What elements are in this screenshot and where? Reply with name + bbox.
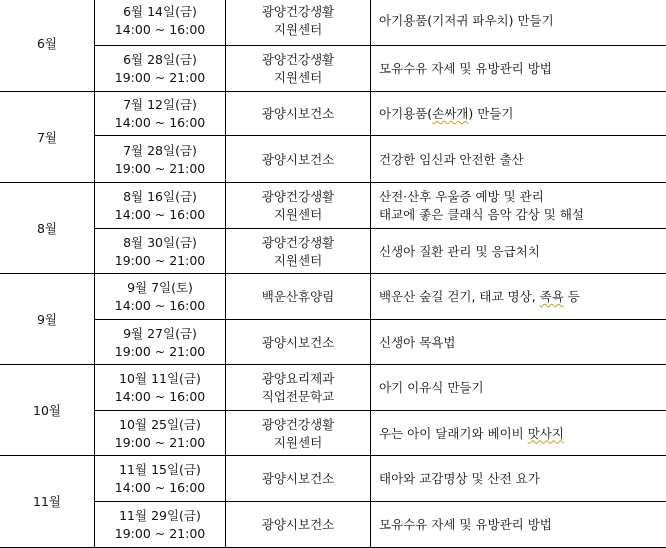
program-cell xyxy=(371,46,666,92)
program-line: 건강한 임신과 안전한 출산 xyxy=(379,151,666,168)
session-date: 9월 7일(토) xyxy=(95,279,225,296)
date-time-cell xyxy=(95,411,226,456)
table-row xyxy=(0,502,666,548)
date-time-cell xyxy=(95,365,226,411)
program-cell xyxy=(371,274,666,320)
date-time-cell xyxy=(95,229,226,274)
place-cell xyxy=(226,411,371,456)
place-line: 광양시보건소 xyxy=(226,105,370,122)
program-line: 우는 아이 달래기와 베이비 맛사지 xyxy=(379,425,666,442)
table-row xyxy=(0,365,666,411)
program-line: 태아와 교감명상 및 산전 요가 xyxy=(379,470,666,487)
program-line: 아기용품(기저귀 파우치) 만들기 xyxy=(379,12,666,29)
place-cell xyxy=(226,92,371,136)
month-cell: 8월 xyxy=(0,183,95,274)
session-time: 19:00 ~ 21:00 xyxy=(95,434,225,451)
place-cell xyxy=(226,46,371,92)
place-line: 광양요리제과 xyxy=(226,370,370,387)
session-time: 19:00 ~ 21:00 xyxy=(95,252,225,269)
session-time: 19:00 ~ 21:00 xyxy=(95,343,225,360)
program-cell xyxy=(371,320,666,365)
date-time-cell xyxy=(95,136,226,183)
program-line: 신생아 질환 관리 및 응급처치 xyxy=(379,243,666,260)
date-time-cell xyxy=(95,502,226,548)
program-cell xyxy=(371,183,666,229)
program-line: 모유수유 자세 및 유방관리 방법 xyxy=(379,516,666,533)
place-line: 광양시보건소 xyxy=(226,470,370,487)
place-line: 광양시보건소 xyxy=(226,516,370,533)
session-date: 8월 30일(금) xyxy=(95,234,225,251)
session-date: 11월 15일(금) xyxy=(95,461,225,478)
date-time-cell xyxy=(95,456,226,502)
place-cell xyxy=(226,365,371,411)
session-time: 14:00 ~ 16:00 xyxy=(95,206,225,223)
place-cell xyxy=(226,0,371,46)
session-time: 14:00 ~ 16:00 xyxy=(95,297,225,314)
table-row xyxy=(0,411,666,456)
place-cell xyxy=(226,136,371,183)
place-line: 광양건강생활 xyxy=(226,416,370,433)
place-line: 지원센터 xyxy=(226,21,370,38)
program-cell xyxy=(371,92,666,136)
program-cell xyxy=(371,411,666,456)
program-cell xyxy=(371,456,666,502)
month-cell: 7월 xyxy=(0,92,95,183)
session-date: 9월 27일(금) xyxy=(95,325,225,342)
session-time: 14:00 ~ 16:00 xyxy=(95,479,225,496)
place-cell xyxy=(226,229,371,274)
place-line: 지원센터 xyxy=(226,434,370,451)
date-time-cell xyxy=(95,183,226,229)
date-time-cell xyxy=(95,46,226,92)
place-line: 직업전문학교 xyxy=(226,388,370,405)
place-cell xyxy=(226,502,371,548)
session-date: 11월 29일(금) xyxy=(95,507,225,524)
session-date: 8월 16일(금) xyxy=(95,188,225,205)
date-time-cell xyxy=(95,0,226,46)
place-line: 광양건강생활 xyxy=(226,188,370,205)
month-cell: 10월 xyxy=(0,365,95,456)
place-line: 지원센터 xyxy=(226,206,370,223)
program-cell xyxy=(371,502,666,548)
table-row xyxy=(0,0,666,46)
program-line: 아기 이유식 만들기 xyxy=(379,379,666,396)
program-line: 아기용품(손싸개) 만들기 xyxy=(379,105,666,122)
table-row xyxy=(0,46,666,92)
session-date: 7월 28일(금) xyxy=(95,142,225,159)
program-cell xyxy=(371,365,666,411)
table-row xyxy=(0,136,666,183)
month-cell: 11월 xyxy=(0,456,95,548)
program-cell xyxy=(371,0,666,46)
table-row xyxy=(0,320,666,365)
session-date: 10월 25일(금) xyxy=(95,416,225,433)
date-time-cell xyxy=(95,92,226,136)
place-cell xyxy=(226,274,371,320)
program-line: 백운산 숲길 걷기, 태교 명상, 족욕 등 xyxy=(379,288,666,305)
place-line: 광양건강생활 xyxy=(226,51,370,68)
table-row xyxy=(0,229,666,274)
session-date: 6월 14일(금) xyxy=(95,3,225,20)
table-row xyxy=(0,274,666,320)
program-line: 모유수유 자세 및 유방관리 방법 xyxy=(379,60,666,77)
place-line: 광양시보건소 xyxy=(226,334,370,351)
program-cell xyxy=(371,136,666,183)
place-line: 백운산휴양림 xyxy=(226,288,370,305)
place-cell xyxy=(226,320,371,365)
place-line: 지원센터 xyxy=(226,69,370,86)
program-line: 산전·산후 우울증 예방 및 관리 xyxy=(379,188,666,205)
session-time: 14:00 ~ 16:00 xyxy=(95,114,225,131)
month-cell: 9월 xyxy=(0,274,95,365)
session-date: 6월 28일(금) xyxy=(95,51,225,68)
session-time: 14:00 ~ 16:00 xyxy=(95,21,225,38)
session-time: 19:00 ~ 21:00 xyxy=(95,160,225,177)
session-date: 10월 11일(금) xyxy=(95,370,225,387)
program-line: 신생아 목욕법 xyxy=(379,334,666,351)
place-line: 광양시보건소 xyxy=(226,151,370,168)
place-cell xyxy=(226,456,371,502)
place-line: 광양건강생활 xyxy=(226,234,370,251)
program-cell xyxy=(371,229,666,274)
session-time: 14:00 ~ 16:00 xyxy=(95,388,225,405)
session-date: 7월 12일(금) xyxy=(95,96,225,113)
date-time-cell xyxy=(95,274,226,320)
session-time: 19:00 ~ 21:00 xyxy=(95,69,225,86)
program-line: 태교에 좋은 클래식 음악 감상 및 해설 xyxy=(379,206,666,223)
table-row xyxy=(0,92,666,136)
place-line: 지원센터 xyxy=(226,252,370,269)
date-time-cell xyxy=(95,320,226,365)
place-line: 광양건강생활 xyxy=(226,3,370,20)
table-row xyxy=(0,183,666,229)
session-time: 19:00 ~ 21:00 xyxy=(95,525,225,542)
table-row xyxy=(0,456,666,502)
place-cell xyxy=(226,183,371,229)
month-cell: 6월 xyxy=(0,0,95,92)
